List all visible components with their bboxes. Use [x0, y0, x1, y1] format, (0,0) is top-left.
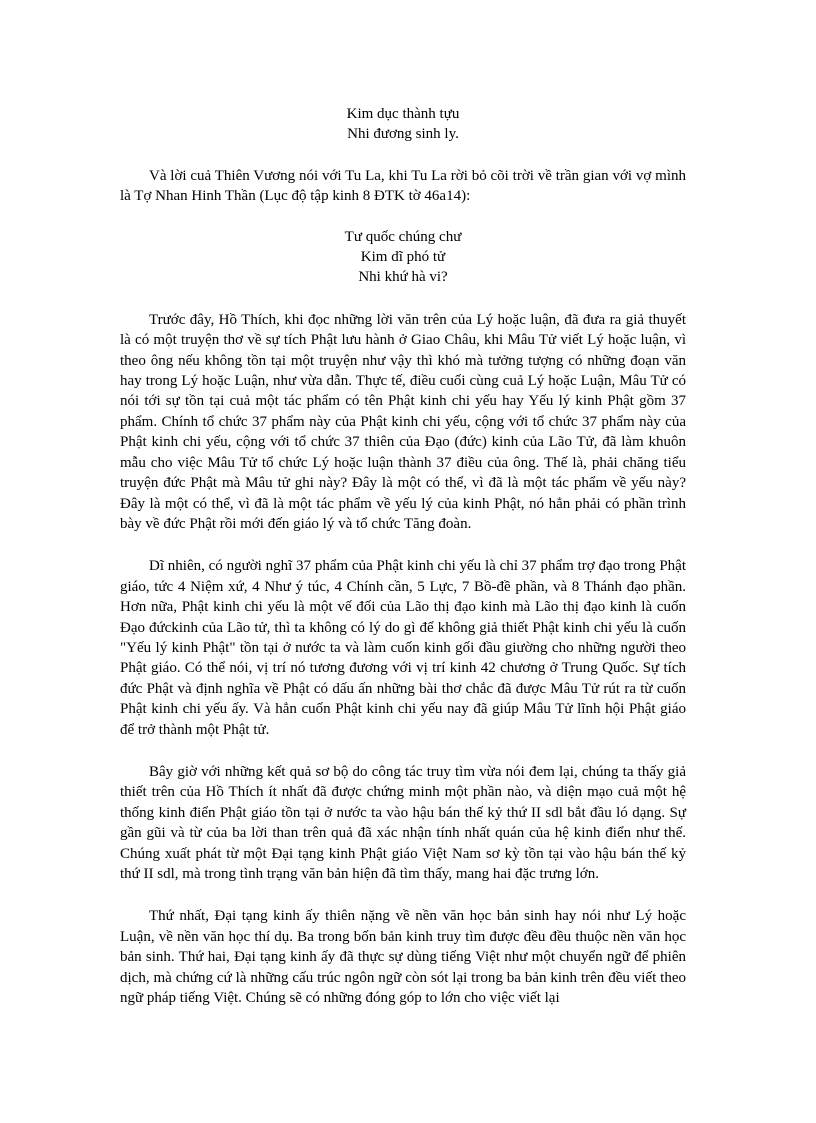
verse-line: Kim dục thành tựu [346, 106, 460, 122]
verse-tu-quoc [120, 227, 686, 288]
document-body [120, 104, 686, 1008]
verse-line: Kim dĩ phó tử [360, 249, 446, 266]
paragraph-bay-gio: Bây giờ với những kết quả sơ bộ do công tác truy tìm vừa nói đem lại, chúng ta thấy giả thiết trên của Hồ Thích ít nhất đã được chứng minh một phần nào, và diện mạo cuả một hệ thống kinh điển Phật giáo tồn tại ở nước ta vào hậu bán thế kỷ thứ II sdl bắt đầu ló dạng. Sự gần gũi và từ của ba lời than trên quả đã xác nhận tính nhất quán của hệ kinh điển như thế. Chúng xuất phát từ một Đại tạng kinh Phật giáo Việt Nam sơ kỳ tồn tại vào hậu bán thế kỷ thứ II sdl, mà trong tình trạng văn bản hiện đã tìm thấy, mang hai đặc trưng lớn. [120, 763, 686, 882]
verse-line: Nhi khứ hà vi? [358, 269, 448, 286]
paragraph-thu-nhat: Thứ nhất, Đại tạng kinh ấy thiên nặng về nền văn học bản sinh hay nói như Lý hoặc Luận, về nền văn học thí dụ. Ba trong bốn bản kinh truy tìm được đều đều thuộc nền văn học bản sinh. Thứ hai, Đại tạng kinh ấy đã thực sự dùng tiếng Việt như một chuyển ngữ để phiên dịch, mà chứng cứ là những cấu trúc ngôn ngữ còn sót lại trong ba bản kinh trên đều viết theo ngữ pháp tiếng Việt. Chúng sẽ có những đóng góp to lớn cho việc viết lại [120, 908, 686, 1007]
verse-line: Tư quốc chúng chư [344, 228, 462, 245]
paragraph-thien-vuong: Và lời cuả Thiên Vương nói với Tu La, khi Tu La rời bỏ cõi trời về trần gian với vợ mình là Tợ Nhan Hinh Thần (Lục độ tập kinh 8 ĐTK tờ 46a14): [120, 167, 686, 205]
paragraph-di-nhien: Dĩ nhiên, có người nghĩ 37 phẩm của Phật kinh chi yếu là chỉ 37 phẩm trợ đạo trong Phật giáo, tức 4 Niệm xứ, 4 Như ý túc, 4 Chính cần, 5 Lực, 7 Bồ-đề phần, và 8 Thánh đạo phần. Hơn nữa, Phật kinh chi yếu là một vế đối của Lão thị đạo kinh mà Lão thị đạo kinh là cuốn Đạo đứckinh của Lão tử, thì ta không có lý do gì để không giả thiết Phật kinh chi yếu là cuốn "Yếu lý kinh Phật" tồn tại ở nước ta và làm cuốn kinh gối đầu giường cho những người theo Phật giáo. Có thể nói, vị trí nó tương đương với vị trí kinh 42 chương ở Trung Quốc. Sự tích đức Phật và định nghĩa về Phật có dấu ấn những bài thơ chắc đã được Mâu Tử rút ra từ cuốn Phật kinh chi yếu ấy. Và hẳn cuốn Phật kinh chi yếu nay đã giúp Mâu Tử lĩnh hội Phật giáo để trở thành một Phật tử. [120, 558, 686, 738]
verse-line: Nhi đương sinh ly. [347, 126, 459, 143]
verse-kim-duc [120, 104, 686, 145]
paragraph-ho-thich: Trước đây, Hồ Thích, khi đọc những lời văn trên của Lý hoặc luận, đã đưa ra giả thuyết là có một truyện thơ về sự tích Phật lưu hành ở Giao Châu, khi Mâu Tử viết Lý hoặc luận, vì theo ông nếu không tồn tại một truyện như vậy thì khó mà tưởng tượng có những đoạn văn hay trong Lý hoặc Luận, như vừa dẫn. Thực tế, điều cuối cùng cuả Lý hoặc Luận, Mâu Tử có nói tới sự tồn tại cuả một tác phẩm có tên Phật kinh chi yếu hay Yếu lý kinh Phật gồm 37 phẩm. Chính tổ chức 37 phẩm này của Phật kinh chi yếu, cộng với tổ chức 37 phẩm này của Phật kinh chi yếu, cộng với tổ chức 37 thiên của Đạo (đức) kinh của Lão Tử, đã làm khuôn mẫu cho việc Mâu Tử tổ chức Lý hoặc luận thành 37 điều của ông. Thế là, phải chăng tiểu truyện đức Phật mà Mâu tử ghi này? Đây là một có thể, vì đã là một tác phẩm về yếu này? Đây là một có thể, vì đã là một tác phẩm về yếu lý của kinh Phật, nó hẳn phải có phần trình bày về đức Phật rồi mới đến giáo lý và tổ chức Tăng đoàn. [120, 311, 686, 532]
